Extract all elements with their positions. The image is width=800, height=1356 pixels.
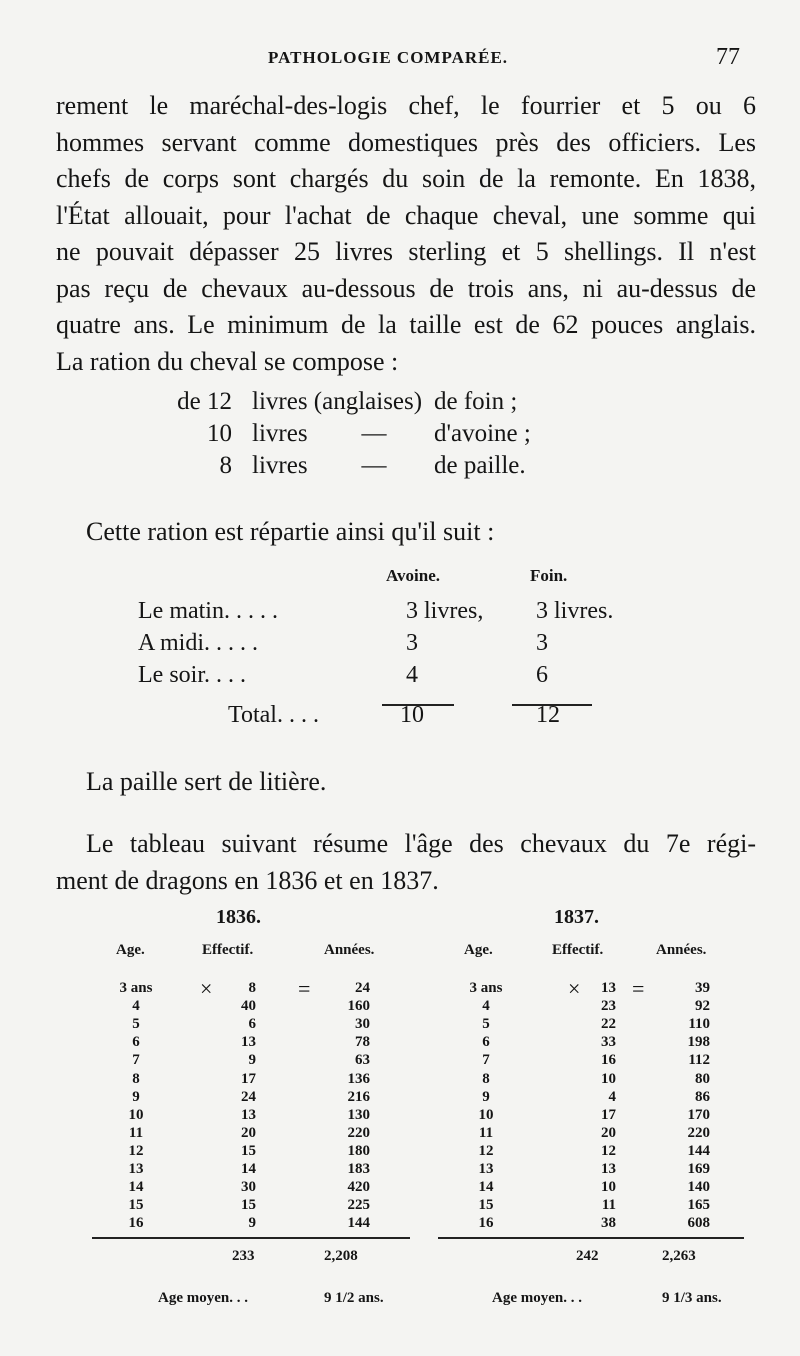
ration-unit: livres [252,452,308,479]
effectif-cell: 17 [241,1070,256,1087]
annees-cell: 30 [355,1016,370,1033]
effectif-cell: 12 [601,1142,616,1159]
total-foin: 12 [536,702,560,728]
age-cell: 11 [478,1124,494,1141]
annees-cell: 169 [687,1161,710,1177]
ration-row [172,452,572,484]
age-cell: 5 [482,1016,490,1033]
effectif-cell: 13 [241,1106,256,1123]
mean-value: 9 1/3 ans. [662,1290,722,1306]
repartition-row [138,598,658,630]
effectif-cell: 20 [601,1124,616,1141]
annees-cell: 183 [347,1161,370,1177]
annees-cell: 198 [687,1034,710,1051]
age-cell: 8 [132,1070,140,1087]
year-label: 1837. [554,906,599,928]
effectif-cell: 22 [601,1016,616,1033]
effectif-cell: 15 [241,1197,256,1214]
effectif-cell: 40 [241,998,256,1015]
ration-row [172,420,572,452]
ration-unit: livres [252,420,308,447]
foin-value: 6 [536,662,548,688]
ration-item: de foin ; [434,388,518,415]
annees-cell: 216 [347,1088,370,1105]
annees-cell: 160 [347,998,370,1015]
annees-cell: 39 [695,980,710,996]
age-cell: 11 [128,1124,144,1141]
age-cell: 8 [482,1070,490,1087]
annees-cell: 63 [355,1052,370,1069]
effectif-cell: 13 [601,1161,616,1177]
effectif-cell: 9 [248,1052,256,1069]
effectif-cell: 8 [248,980,256,996]
effectif-cell: 13 [241,1034,256,1051]
col-annees: Années. [324,942,375,958]
total-annees: 2,208 [324,1248,358,1264]
annees-cell: 180 [347,1142,370,1159]
age-cell: 15 [128,1197,144,1214]
annees-cell: 225 [347,1197,370,1214]
paragraph-remonte [56,88,756,380]
ration-item: de paille. [434,452,526,479]
ration-qty: 12 [207,388,232,415]
age-cell: 14 [128,1179,144,1196]
avoine-value: 4 [406,662,418,688]
ration-unit: livres (anglaises) [252,388,423,415]
ration-row [172,388,572,420]
repartition-row [138,630,658,662]
text-line: ne pouvait dépasser 25 livres sterling et 5 shellings. Il n'est [56,237,756,266]
effectif-cell: 20 [241,1124,256,1141]
col-annees: Années. [656,942,707,958]
annees-cell: 420 [347,1179,370,1196]
effectif-cell: 10 [601,1070,616,1087]
col-age: Age. [464,942,493,958]
annees-cell: 170 [687,1106,710,1123]
text-line: l'État allouait, pour l'achat de chaque cheval, une somme qui [56,200,756,230]
row-label: Le soir. . . . [138,662,246,688]
annees-cell: 220 [687,1124,710,1141]
age-cell: 3 ans [469,980,503,996]
annees-cell: 112 [688,1052,710,1069]
foin-value: 3 [536,630,548,656]
age-cell: 9 [482,1088,490,1105]
effectif-cell: 6 [248,1016,256,1033]
age-cell: 5 [132,1016,140,1033]
age-cell: 13 [478,1161,494,1177]
age-cell: 6 [132,1034,140,1051]
text-line: hommes servant comme domestiques près des officiers. Les [56,127,756,157]
age-cell: 12 [478,1142,494,1159]
ration-dash: — [361,420,387,447]
age-cell: 12 [128,1142,144,1159]
ration-dash: — [361,452,387,479]
ration-qty: 10 [207,420,232,447]
effectif-cell: 10 [601,1179,616,1196]
mean-label: Age moyen. . . [492,1290,582,1306]
age-cell: 15 [478,1197,494,1214]
annees-cell: 78 [355,1034,370,1051]
total-effectif: 233 [232,1248,255,1264]
annees-cell: 144 [687,1142,710,1159]
effectif-cell: 33 [601,1034,616,1051]
col-effectif: Effectif. [552,942,604,958]
annees-cell: 24 [355,980,370,996]
text-line: ment de dragons en 1836 et en 1837. [56,865,439,895]
annees-cell: 136 [347,1070,370,1087]
mean-label: Age moyen. . . [158,1290,248,1306]
effectif-cell: 23 [601,998,616,1015]
repartition-total-row [138,702,658,734]
effectif-cell: 17 [601,1106,616,1123]
effectif-cell: 11 [601,1197,616,1214]
total-avoine: 10 [400,702,424,728]
ration-qty: 8 [219,452,232,479]
header-foin: Foin. [530,566,568,585]
multiply-sign: × [200,976,213,1001]
col-age: Age. [116,942,145,958]
year-label: 1836. [216,906,261,928]
effectif-cell: 9 [248,1215,256,1232]
annees-cell: 608 [687,1215,710,1232]
annees-cell: 80 [695,1070,710,1087]
age-cell: 14 [478,1179,494,1196]
effectif-cell: 30 [241,1179,256,1196]
text-line: Le tableau suivant résume l'âge des chevaux du 7e régi- [86,829,756,858]
age-cell: 10 [478,1106,494,1123]
effectif-cell: 16 [601,1052,616,1069]
repartition-row [138,662,658,694]
text-line: La ration du cheval se compose : [56,346,399,376]
text-line: pas reçu de chevaux au-dessous de trois ans, ni au-dessus de [56,273,756,303]
total-effectif: 242 [576,1248,599,1264]
age-cell: 7 [132,1052,140,1069]
ration-prefix: de [177,388,201,415]
text-line: rement le maréchal-des-logis chef, le fourrier et 5 ou 6 [56,91,756,120]
col-effectif: Effectif. [202,942,254,958]
repartition-table [138,566,658,734]
annees-cell: 144 [347,1215,370,1232]
annees-cell: 86 [695,1088,710,1105]
ration-item: d'avoine ; [434,420,531,447]
text-line: chefs de corps sont chargés du soin de la remonte. En 1838, [56,164,756,193]
repartition-intro: Cette ration est répartie ainsi qu'il suit : [86,517,495,546]
foin-value: 3 livres. [536,598,614,624]
age-cell: 13 [128,1161,144,1177]
table-rule [438,1237,744,1239]
running-title: PATHOLOGIE COMPARÉE. [268,48,509,67]
ration-list [172,388,572,484]
equals-sign: = [632,976,645,1001]
text-line: quatre ans. Le minimum de la taille est de 62 pouces anglais. [56,310,756,339]
effectif-cell: 38 [601,1215,616,1232]
header-avoine: Avoine. [386,566,440,585]
paragraph-tableau [56,826,756,899]
running-header [0,44,800,74]
equals-sign: = [298,976,311,1001]
effectif-cell: 4 [608,1088,616,1105]
annees-cell: 92 [695,998,710,1015]
page-number: 77 [716,44,740,70]
annees-cell: 220 [347,1124,370,1141]
total-annees: 2,263 [662,1248,696,1264]
age-cell: 16 [128,1215,144,1232]
effectif-cell: 15 [241,1142,256,1159]
multiply-sign: × [568,976,581,1001]
avoine-value: 3 livres, [406,598,484,624]
litiere-sentence: La paille sert de litière. [86,767,327,796]
mean-value: 9 1/2 ans. [324,1290,384,1306]
age-cell: 4 [482,998,490,1015]
annees-cell: 165 [687,1197,710,1214]
effectif-cell: 13 [601,980,616,996]
annees-cell: 110 [688,1016,710,1033]
age-cell: 3 ans [119,980,153,996]
age-cell: 7 [482,1052,490,1069]
age-cell: 10 [128,1106,144,1123]
age-cell: 6 [482,1034,490,1051]
repartition-header-row [138,566,658,598]
age-cell: 9 [132,1088,140,1105]
effectif-cell: 24 [241,1088,256,1105]
age-cell: 16 [478,1215,494,1232]
age-cell: 4 [132,998,140,1015]
table-rule [92,1237,410,1239]
row-label: Le matin. . . . . [138,598,278,624]
annees-cell: 140 [687,1179,710,1196]
effectif-cell: 14 [241,1161,256,1177]
total-label: Total. . . . [228,702,319,728]
avoine-value: 3 [406,630,418,656]
annees-cell: 130 [347,1106,370,1123]
row-label: A midi. . . . . [138,630,259,656]
